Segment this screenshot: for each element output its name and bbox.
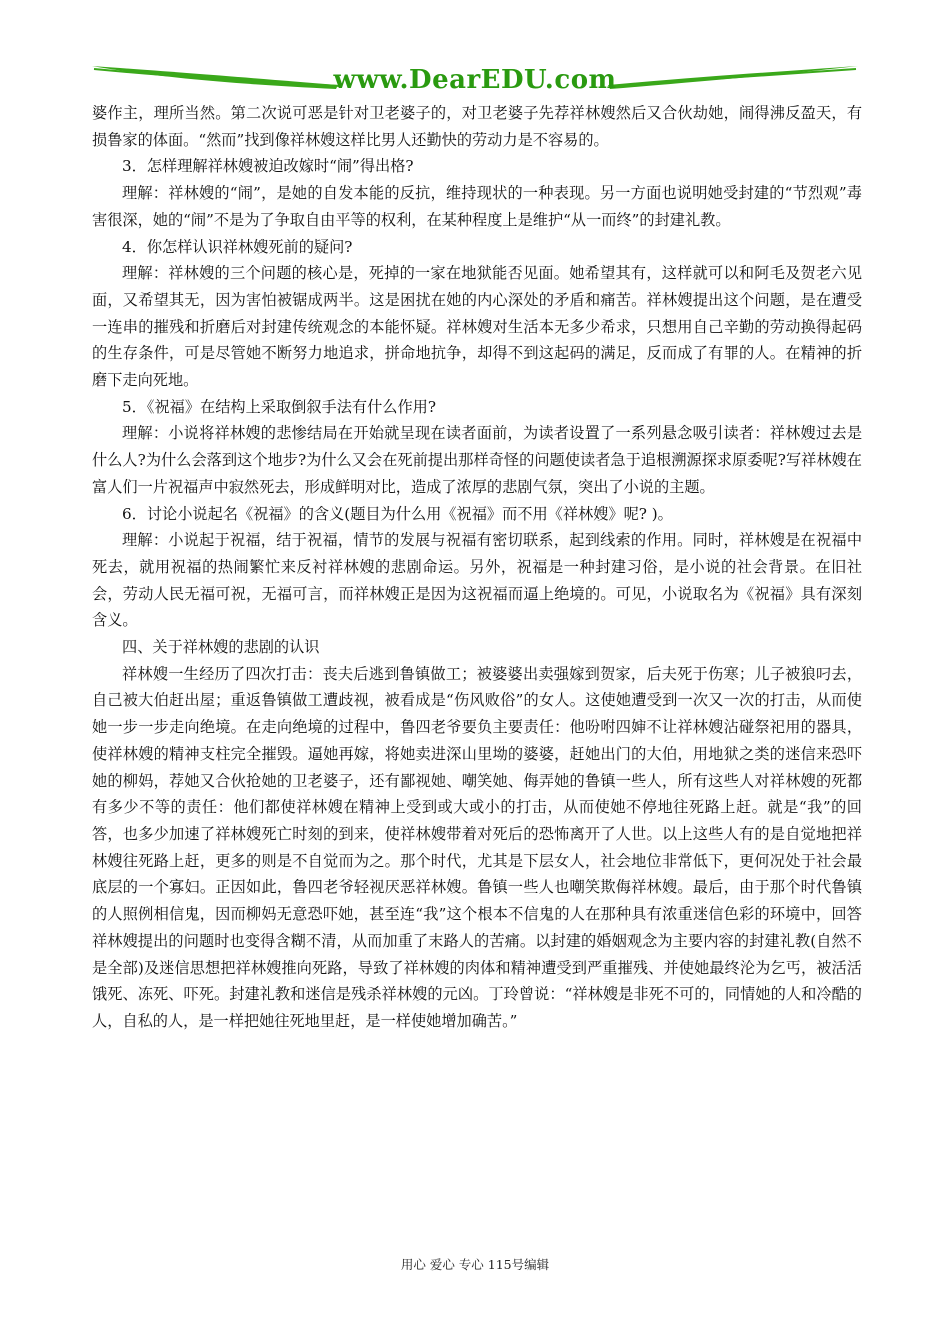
answer-paragraph: 理解：祥林嫂的“闹”，是她的自发本能的反抗，维持现状的一种表现。另一方面也说明她受封建的“节烈观”毒害很深，她的“闹”不是为了争取自由平等的权利，在某种程度上是维护“从一而终”的封建礼教。 xyxy=(92,184,862,229)
answer-paragraph: 理解：祥林嫂的三个问题的核心是，死掉的一家在地狱能否见面。她希望其有，这样就可以和阿毛及贺老六见面，又希望其无，因为害怕被锯成两半。这是困扰在她的内心深处的矛盾和痛苦。祥林嫂提出这个问题，是在遭受一连串的摧残和折磨后对封建传统观念的本能怀疑。祥林嫂对生活本无多少希求，只想用自己辛勤的劳动换得起码的生存条件，可是尽管她不断努力地追求，拼命地抗争，却得不到这起码的满足，反而成了有罪的人。在精神的折磨下走向死地。 xyxy=(92,264,862,390)
answer-paragraph: 理解：小说起于祝福，结于祝福，情节的发展与祝福有密切联系，起到线索的作用。同时，祥林嫂是在祝福中死去，就用祝福的热闹繁忙来反衬祥林嫂的悲剧命运。另外，祝福是一种封建习俗，是小说的社会背景。在旧社会，劳动人民无福可祝，无福可言，而祥林嫂正是因为这祝福而逼上绝境的。可见，小说取名为《祝福》具有深刻含义。 xyxy=(92,531,862,630)
question-heading: 5．《祝福》在结构上采取倒叙手法有什么作用? xyxy=(122,397,436,416)
question-heading: 4．你怎样认识祥林嫂死前的疑问? xyxy=(122,237,353,256)
question-heading: 6．讨论小说起名《祝福》的含义(题目为什么用《祝福》而不用《祥林嫂》呢? )。 xyxy=(122,504,673,523)
body-paragraph: 祥林嫂一生经历了四次打击：丧夫后逃到鲁镇做工；被婆婆出卖强嫁到贺家，后夫死于伤寒；儿子被狼叼去，自己被大伯赶出屋；重返鲁镇做工遭歧视，被看成是“伤风败俗”的女人。这使她遭受到一次又一次的打击，从而使她一步一步走向绝境。在走向绝境的过程中，鲁四老爷要负主要责任：他吩咐四婶不让祥林嫂沾碰祭祀用的器具，使祥林嫂的精神支柱完全摧毁。逼她再嫁，将她卖进深山里坳的婆婆，赶她出门的大伯，用地狱之类的迷信来恐吓她的柳妈，荐她又合伙抢她的卫老婆子，还有鄙视她、嘲笑她、侮弄她的鲁镇一些人，所有这些人对祥林嫂的死都有多少不等的责任：他们都使祥林嫂在精神上受到或大或小的打击，从而使她不停地往死路上赶。就是“我”的回答，也多少加速了祥林嫂死亡时刻的到来，使祥林嫂带着对死后的恐怖离开了人世。以上这些人有的是自觉地把祥林嫂往死路上赶，更多的则是不自觉而为之。那个时代，尤其是下层女人，社会地位非常低下，更何况处于社会最底层的一个寡妇。正因如此，鲁四老爷轻视厌恶祥林嫂。鲁镇一些人也嘲笑欺侮祥林嫂。最后，由于那个时代鲁镇的人照例相信鬼，因而柳妈无意恐吓她，甚至连“我”这个根本不信鬼的人在那种具有浓重迷信色彩的环境中，回答祥林嫂提出的问题时也变得含糊不清，从而加重了末路人的苦痛。以封建的婚姻观念为主要内容的封建礼教(自然不是全部)及迷信思想把祥林嫂推向死路，导致了祥林嫂的肉体和精神遭受到严重摧残、并使她最终沦为乞丐，被活活饿死、冻死、吓死。封建礼教和迷信是残杀祥林嫂的元凶。丁玲曾说：“祥林嫂是非死不可的，同情她的人和冷酷的人，自私的人，是一样把她往死地里赶，是一样使她增加确苦。” xyxy=(92,664,862,1030)
question-heading: 3．怎样理解祥林嫂被迫改嫁时“闹”得出格? xyxy=(122,157,414,176)
site-logo-text[interactable]: www.DearEDU.com xyxy=(333,65,617,95)
page-footer: 用心 爱心 专心 115号编辑 xyxy=(400,1257,550,1272)
answer-paragraph: 理解：小说将祥林嫂的悲惨结局在开始就呈现在读者面前，为读者设置了一系列悬念吸引读者：祥林嫂过去是什么人?为什么会落到这个地步?为什么又会在死前提出那样奇怪的问题使读者急于追根溯源探求原委呢?写祥林嫂在富人们一片祝福声中寂然死去，形成鲜明对比，造成了浓厚的悲剧气氛，突出了小说的主题。 xyxy=(92,424,862,496)
site-header xyxy=(88,62,862,102)
paragraph: 婆作主，理所当然。第二次说可恶是针对卫老婆子的，对卫老婆子先荐祥林嫂然后又合伙劫她，闹得沸反盈天，有损鲁家的体面。“然而”找到像祥林嫂这样比男人还勤快的劳动力是不容易的。 xyxy=(92,104,862,149)
section-heading: 四、关于祥林嫂的悲剧的认识 xyxy=(122,638,320,657)
article-body xyxy=(92,100,862,1035)
